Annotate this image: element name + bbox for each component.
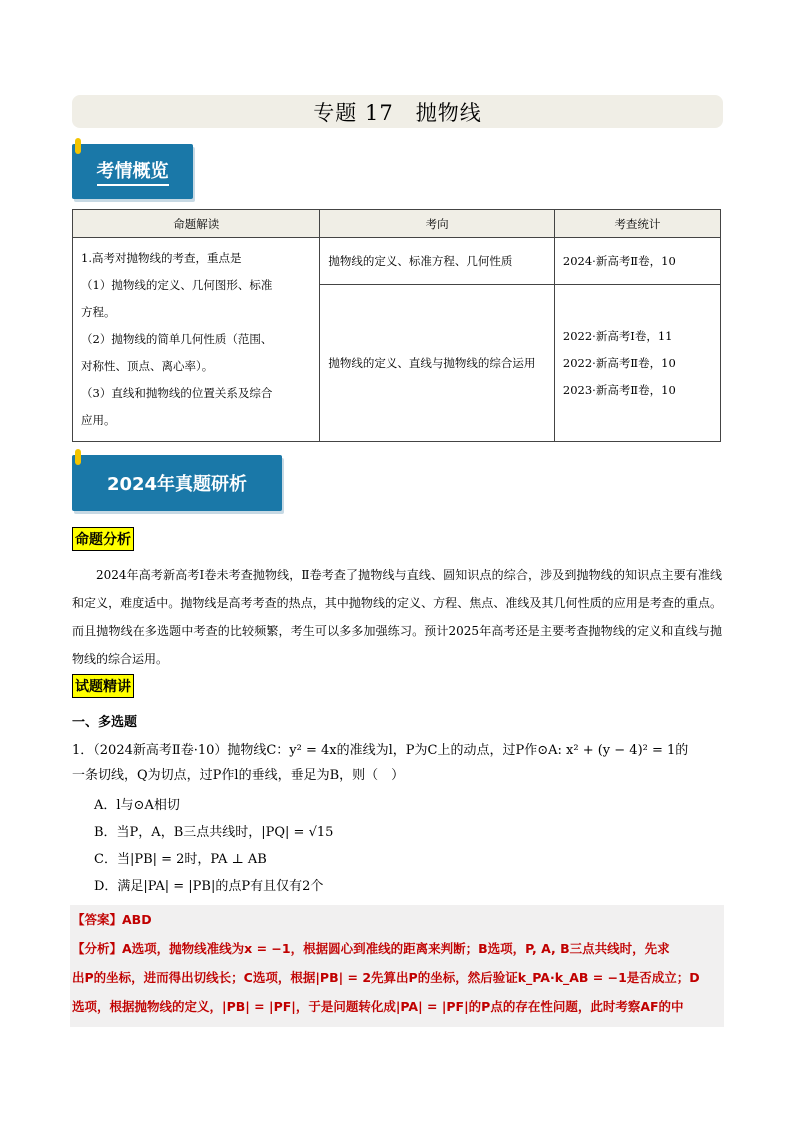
table-row	[73, 238, 721, 285]
analysis-line: 选项，根据抛物线的定义，|PB| = |PF|，于是问题转化成|PA| = |PF|的P点的存在性问题，此时考察AF的中	[72, 999, 684, 1014]
interpretation-line: （1）抛物线的定义、几何图形、标准	[81, 278, 273, 292]
stats-cell	[554, 238, 720, 285]
exam-overview-table	[72, 209, 721, 442]
table-header-cell: 命题解读	[73, 210, 320, 238]
interpretation-line: 方程。	[81, 305, 116, 319]
interpretation-line: （3）直线和抛物线的位置关系及综合	[81, 386, 273, 400]
table-header-cell: 考查统计	[554, 210, 720, 238]
proposition-analysis-tag: 命题分析	[72, 527, 134, 551]
option-b: B．当P，A，B三点共线时，|PQ| = √15	[94, 825, 334, 840]
stats-line: 2024·新高考Ⅱ卷，10	[562, 253, 676, 268]
analysis-2024-banner-label: 2024年真题研析	[106, 474, 248, 495]
question-line: 一条切线，Q为切点，过P作l的垂线，垂足为B，则（ ）	[72, 768, 405, 783]
banner-tab-decoration	[75, 449, 81, 465]
question-stem	[72, 738, 724, 788]
direction-cell: 抛物线的定义、标准方程、几何性质	[320, 238, 554, 285]
stats-cell	[554, 285, 720, 442]
answer-line: 【答案】ABD	[72, 912, 152, 927]
direction-cell: 抛物线的定义、直线与抛物线的综合运用	[320, 285, 554, 442]
answer-box	[70, 905, 724, 1027]
stats-line: 2023·新高考Ⅱ卷，10	[562, 382, 676, 397]
option-d: D．满足|PA| = |PB|的点P有且仅有2个	[94, 879, 324, 894]
overview-banner-label: 考情概览	[97, 157, 169, 186]
interpretation-line: 应用。	[81, 413, 116, 427]
page-title-bar	[72, 95, 723, 128]
interpretation-line: 1.高考对抛物线的考查，重点是	[81, 251, 242, 265]
analysis-paragraph: 2024年高考新高考Ⅰ卷未考查抛物线，Ⅱ卷考查了抛物线与直线、圆知识点的综合，涉及到抛物线的知识点主要有准线和定义，难度适中。抛物线是高考考查的热点，其中抛物线的定义、方程、焦点、准线及其几何性质的应用是考查的重点。而且抛物线在多选题中考查的比较频繁，考生可以多多加强练习。预计2025年高考还是主要考查抛物线的定义和直线与抛物线的综合运用。	[72, 568, 722, 666]
option-c: C．当|PB| = 2时，PA ⊥ AB	[94, 852, 267, 867]
page-title: 专题 17 抛物线	[313, 100, 482, 125]
question-line: 1．（2024新高考Ⅱ卷·10）抛物线C：y² = 4x的准线为l，P为C上的动点，过P作⊙A: x² + (y − 4)² = 1的	[72, 743, 689, 758]
table-header-row	[73, 210, 721, 238]
interpretation-line: 对称性、顶点、离心率）。	[81, 359, 214, 373]
interpretation-cell	[73, 238, 320, 442]
question-options	[94, 792, 333, 900]
stats-line: 2022·新高考Ⅰ卷，11	[562, 328, 673, 343]
overview-banner	[72, 144, 193, 199]
analysis-line: 出P的坐标，进而得出切线长；C选项，根据|PB| = 2先算出P的坐标，然后验证k_PA·k_AB = −1是否成立；D	[72, 970, 700, 985]
table-header-cell: 考向	[320, 210, 554, 238]
question-explain-tag: 试题精讲	[72, 674, 134, 698]
option-a: A．l与⊙A相切	[94, 798, 180, 813]
section-heading: 一、多选题	[72, 715, 138, 730]
analysis-2024-banner	[72, 455, 282, 511]
analysis-line: 【分析】A选项，抛物线准线为x = −1，根据圆心到准线的距离来判断；B选项，P, A, B三点共线时，先求	[72, 941, 670, 956]
stats-line: 2022·新高考Ⅱ卷，10	[562, 355, 676, 370]
interpretation-line: （2）抛物线的简单几何性质（范围、	[81, 332, 273, 346]
banner-tab-decoration	[75, 138, 81, 154]
